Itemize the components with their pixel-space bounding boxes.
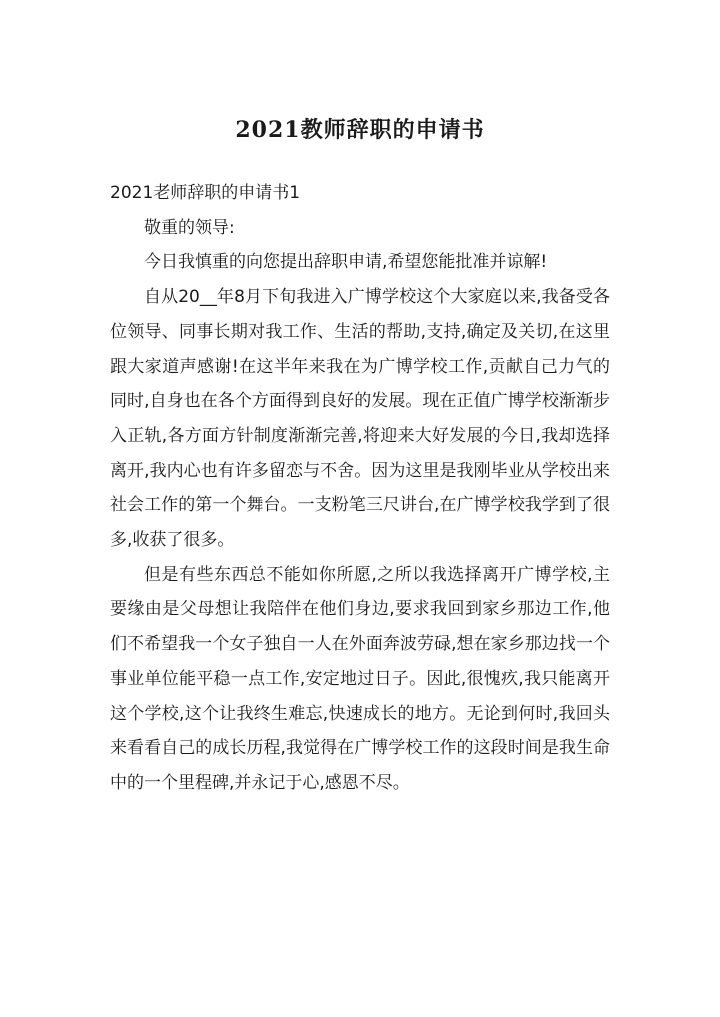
paragraph-3: 但是有些东西总不能如你所愿,之所以我选择离开广博学校,主要缘由是父母想让我陪伴在他们身边,要求我回到家乡那边工作,他们不希望我一个女子独自一人在外面奔波劳碌,想在家乡那边找一个事业单位能平稳一点工作,安定地过日子。因此,很愧疚,我只能离开这个学校,这个让我终生难忘,快速成长的地方。无论到何时,我回头来看看自己的成长历程,我觉得在广博学校工作的这段时间是我生命中的一个里程碑,并永记于心,感恩不尽。 <box>110 564 610 793</box>
paragraph-2: 自从20__年8月下旬我进入广博学校这个大家庭以来,我备受各位领导、同事长期对我工作、生活的帮助,支持,确定及关切,在这里跟大家道声感谢!在这半年来我在为广博学校工作,贡献自己力气的同时,自身也在各个方面得到良好的发展。现在正值广博学校渐渐步入正轨,各方面方针制度渐渐完善,将迎来大好发展的今日,我却选择离开,我内心也有许多留恋与不舍。因为这里是我刚毕业从学校出来社会工作的第一个舞台。一支粉笔三尺讲台,在广博学校我学到了很多,收获了很多。 <box>110 287 610 551</box>
document-title: 2021教师辞职的申请书 <box>235 117 485 143</box>
salutation: 敬重的领导: <box>144 217 235 238</box>
section-heading: 2021老师辞职的申请书1 <box>110 183 301 203</box>
paragraph-1: 今日我慎重的向您提出辞职申请,希望您能批准并谅解! <box>144 252 548 273</box>
document-body <box>110 176 610 801</box>
